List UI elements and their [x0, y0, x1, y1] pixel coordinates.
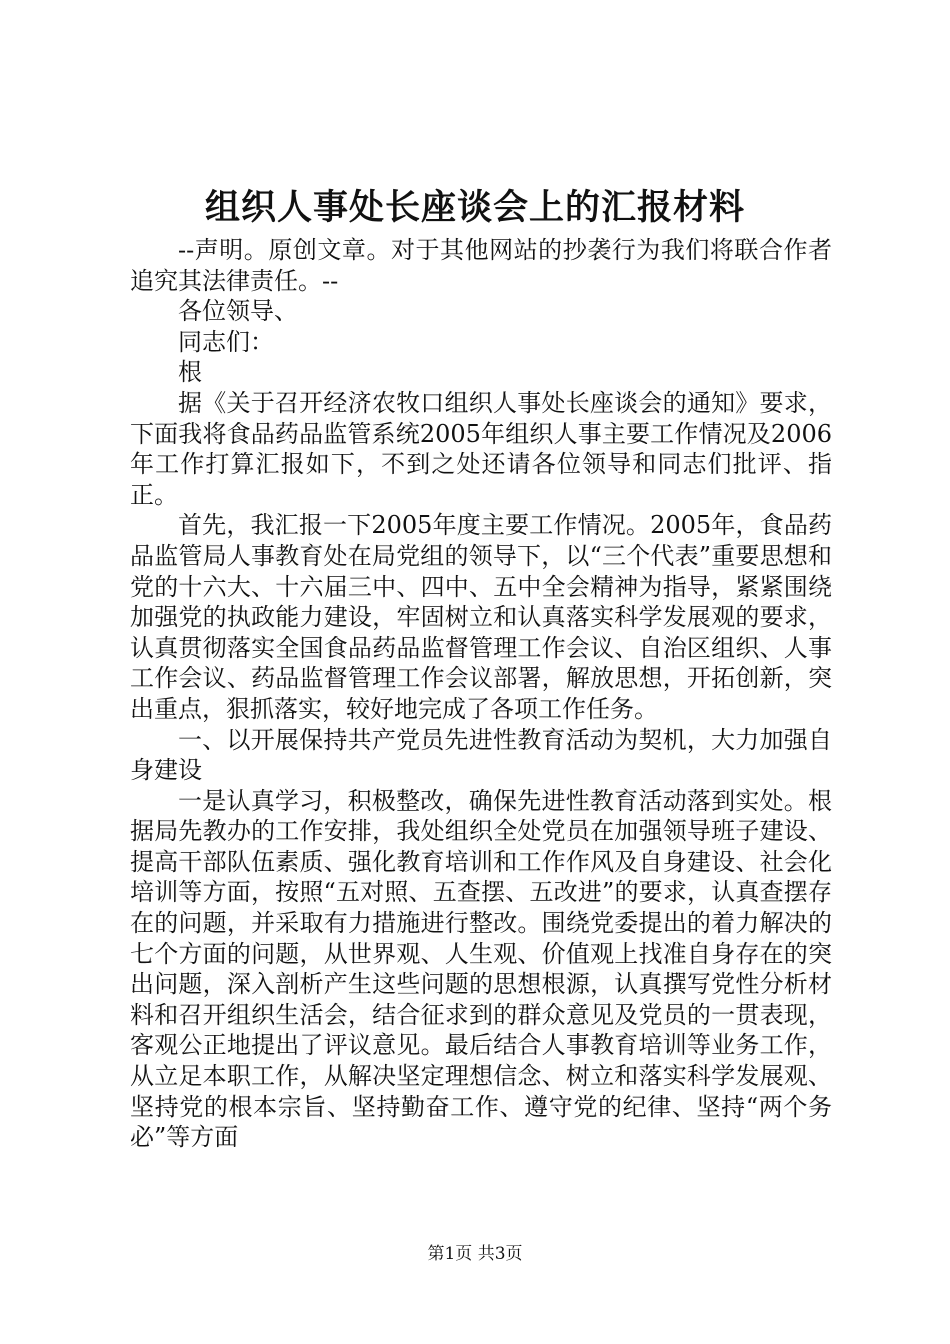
document-body — [130, 235, 832, 1153]
paragraph-section-1-body: 一是认真学习，积极整改，确保先进性教育活动落到实处。根据局先教办的工作安排，我处组织全处党员在加强领导班子建设、提高干部队伍素质、强化教育培训和工作作风及自身建设、社会化培训等方面，按照“五对照、五查摆、五改进”的要求，认真查摆存在的问题，并采取有力措施进行整改。围绕党委提出的着力解决的七个方面的问题，从世界观、人生观、价值观上找准自身存在的突出问题，深入剖析产生这些问题的思想根源，认真撰写党性分析材料和召开组织生活会，结合征求到的群众意见及党员的一贯表现，客观公正地提出了评议意见。最后结合人事教育培训等业务工作，从立足本职工作，从解决坚定理想信念、树立和落实科学发展观、坚持党的根本宗旨、坚持勤奋工作、遵守党的纪律、坚持“两个务必”等方面 — [130, 786, 832, 1152]
section-heading-1: 一、以开展保持共产党员先进性教育活动为契机，大力加强自身建设 — [130, 725, 832, 785]
paragraph-summary: 首先，我汇报一下2005年度主要工作情况。2005年，食品药品监管局人事教育处在局党组的领导下，以“三个代表”重要思想和党的十六大、十六届三中、四中、五中全会精神为指导，紧紧围绕加强党的执政能力建设，牢固树立和认真落实科学发展观的要求，认真贯彻落实全国食品药品监督管理工作会议、自治区组织、人事工作会议、药品监督管理工作会议部署，解放思想，开拓创新，突出重点，狠抓落实，较好地完成了各项工作任务。 — [130, 511, 832, 723]
paragraph-disclaimer: --声明。原创文章。对于其他网站的抄袭行为我们将联合作者追究其法律责任。-- — [130, 236, 832, 295]
paragraph-intro: 据《关于召开经济农牧口组织人事处长座谈会的通知》要求，下面我将食品药品监管系统2005年组织人事主要工作情况及2006年工作打算汇报如下，不到之处还请各位领导和同志们批评、指正。 — [130, 388, 832, 509]
paragraph-salutation-1: 各位领导、 — [178, 297, 298, 326]
page-indicator: 第1页 共3页 — [427, 1244, 523, 1264]
paragraph-salutation-2: 同志们： — [178, 327, 274, 356]
paragraph-fragment: 根 — [178, 358, 202, 387]
document-title: 组织人事处长座谈会上的汇报材料 — [204, 187, 745, 228]
